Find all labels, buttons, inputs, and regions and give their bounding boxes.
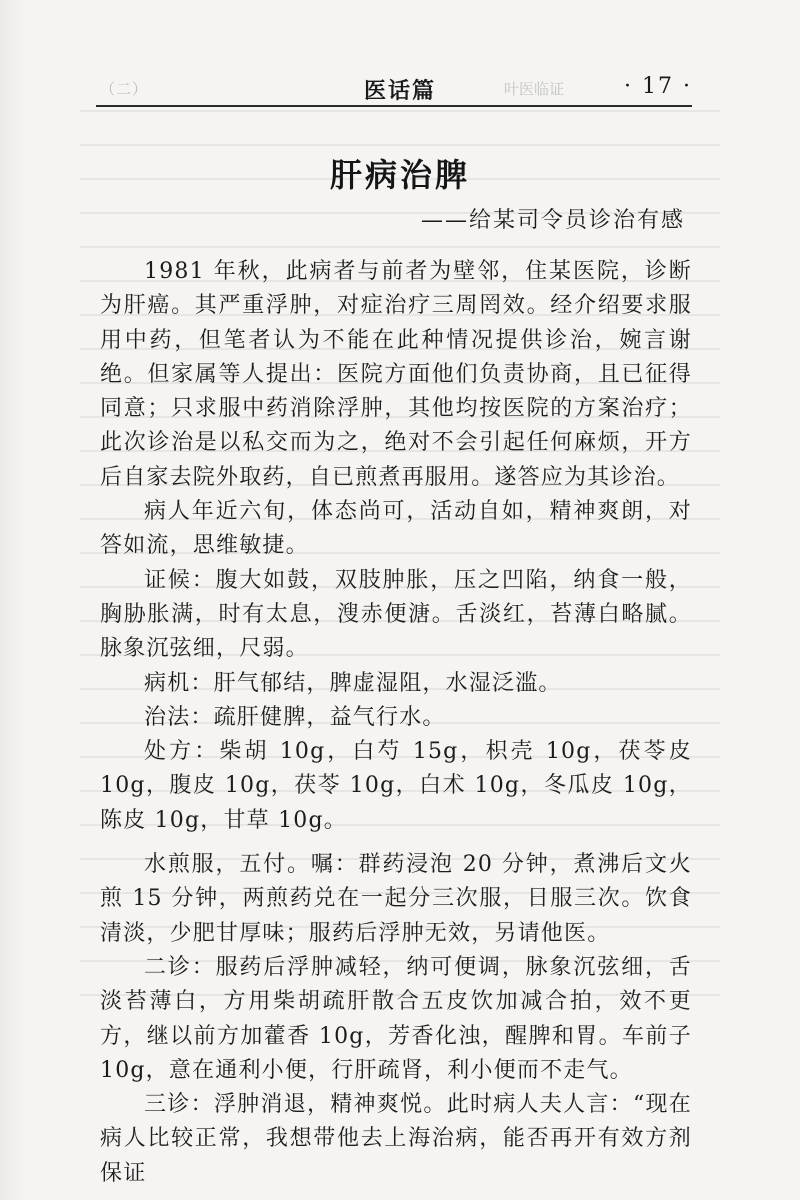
paragraph-second-visit: 二诊：服药后浮肿减轻，纳可便调，脉象沉弦细，舌淡苔薄白，方用柴胡疏肝散合五皮饮加减合拍，效不更方，继以前方加藿香 10g，芳香化浊，醒脾和胃。车前子 10g，意在通利小便，行肝疏肾，利小便而不走气。: [100, 954, 692, 1083]
paragraph-patient: 病人年近六旬，体态尚可，活动自如，精神爽朗，对答如流，思维敏捷。: [100, 499, 692, 559]
paragraph-instructions: 水煎服，五付。嘱：群药浸泡 20 分钟，煮沸后文火煎 15 分钟，两煎药兑在一起分三次服，日服三次。饮食清淡，少肥甘厚味；服药后浮肿无效，另请他医。: [100, 852, 692, 946]
article-body: [100, 255, 692, 1191]
header-faint-right: 叶医临证: [504, 80, 565, 98]
paragraph-treatment: 治法：疏肝健脾，益气行水。: [144, 704, 446, 730]
paragraph-prescription: 处方：柴胡 10g，白芍 15g，枳壳 10g，茯苓皮 10g，腹皮 10g，茯苓 10g，白术 10g，冬瓜皮 10g，陈皮 10g，甘草 10g。: [100, 739, 692, 833]
header-faint-left: （二）: [100, 80, 149, 98]
paragraph-symptoms: 证候：腹大如鼓，双肢肿胀，压之凹陷，纳食一般，胸胁胀满，时有太息，溲赤便溏。舌淡红，苔薄白略腻。脉象沉弦细，尺弱。: [100, 567, 692, 662]
paragraph-pathogenesis: 病机：肝气郁结，脾虚湿阻，水湿泛滥。: [144, 670, 562, 696]
paragraph-third-visit: 三诊：浮肿消退，精神爽悦。此时病人夫人言：“现在病人比较正常，我想带他去上海治病，能否再开有效方剂保证: [100, 1092, 692, 1186]
section-title: 医话篇: [364, 78, 437, 104]
article-subtitle: ——给某司令员诊治有感: [420, 208, 685, 233]
page-number: · 17 ·: [624, 74, 692, 99]
header-rule: [96, 105, 692, 107]
paragraph-intro: 1981 年秋，此病者与前者为壁邻，住某医院，诊断为肝癌。其严重浮肿，对症治疗三周罔效。经介绍要求服用中药，但笔者认为不能在此种情况提供诊治，婉言谢绝。但家属等人提出：医院方面他们负责协商，且已征得同意；只求服中药消除浮肿，其他均按医院的方案治疗；此次诊治是以私交而为之，绝对不会引起任何麻烦，开方后自家去院外取药，自已煎煮再服用。遂答应为其诊治。: [100, 259, 692, 490]
running-header: [96, 70, 692, 106]
article-title: 肝病治脾: [329, 156, 470, 194]
